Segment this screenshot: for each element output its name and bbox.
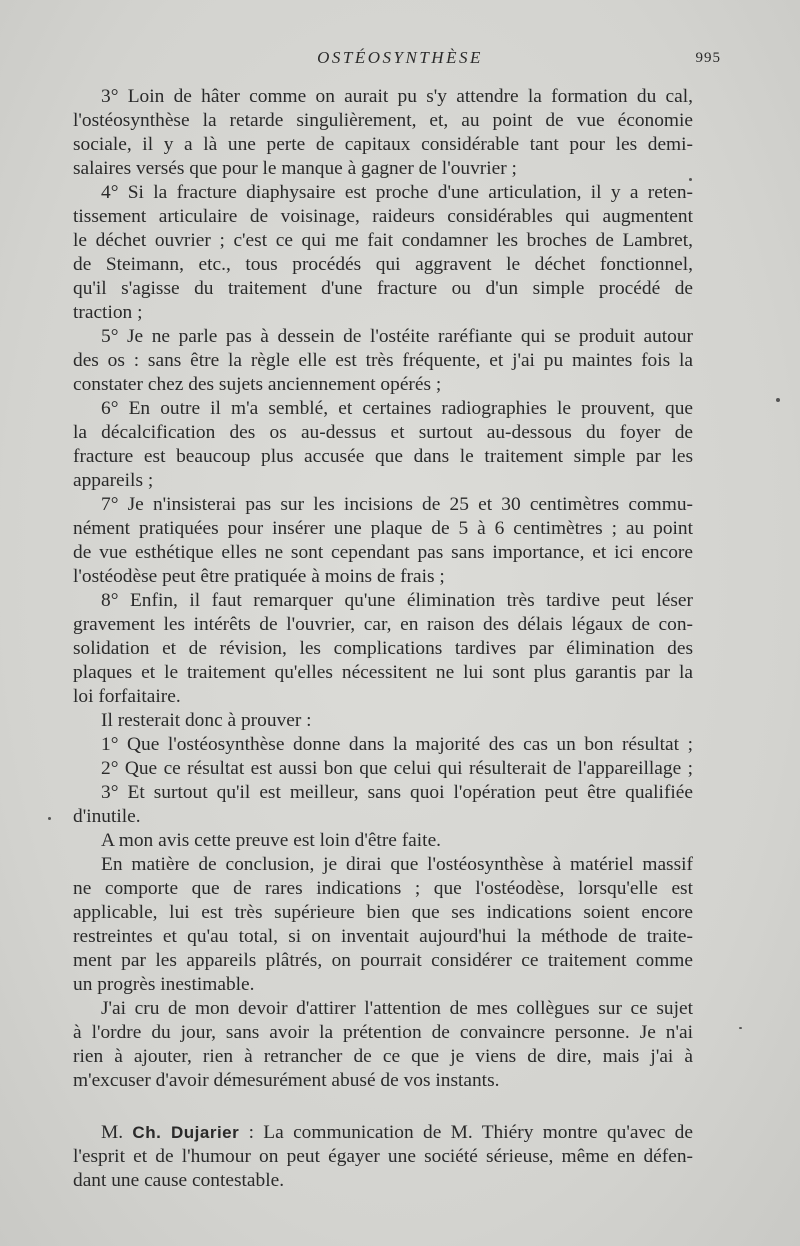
- text-line: ne comporte que de rares indications ; que l'ostéodèse, lorsqu'elle est: [73, 878, 693, 899]
- page-header: [0, 44, 800, 74]
- paragraph-lines: [73, 85, 693, 1093]
- text-line: fracture est beaucoup plus accusée que dans le traitement simple par les: [73, 446, 693, 467]
- discussion-line: l'esprit et de l'humour on peut égayer une société sérieuse, même en défen-: [73, 1146, 693, 1167]
- section-gap: [73, 1093, 693, 1121]
- text-line: J'ai cru de mon devoir d'attirer l'attention de mes collègues sur ce sujet: [101, 998, 693, 1019]
- discussion-line: dant une cause contestable.: [73, 1170, 285, 1191]
- text-line: tissement articulaire de voisinage, raideurs considérables qui augmentent: [73, 206, 693, 227]
- text-line: loi forfaitaire.: [73, 686, 181, 707]
- text-line: l'ostéosynthèse la retarde singulièrement, et, au point de vue économie: [73, 110, 693, 131]
- text-line: l'ostéodèse peut être pratiquée à moins de frais ;: [73, 566, 445, 587]
- running-title: OSTÉOSYNTHÈSE: [317, 48, 483, 67]
- text-line: applicable, lui est très supérieure bien que ses indications soient encore: [73, 902, 693, 923]
- text-line: 2° Que ce résultat est aussi bon que celui qui résulterait de l'appareillage ;: [101, 758, 693, 779]
- print-speck: [739, 1027, 742, 1029]
- text-line: Il resterait donc à prouver :: [101, 710, 312, 731]
- text-line: ment par les appareils plâtrés, on pourrait considérer ce traitement comme: [73, 950, 693, 971]
- text-line: solidation et de révision, les complications tardives par élimination des: [73, 638, 693, 659]
- discussion-first-line-text: : La communication de M. Thiéry montre qu'avec de: [248, 1122, 693, 1143]
- text-line: traction ;: [73, 302, 143, 323]
- text-line: 3° Et surtout qu'il est meilleur, sans quoi l'opération peut être qualifiée: [101, 782, 693, 803]
- text-line: 4° Si la fracture diaphysaire est proche d'une articulation, il y a reten-: [101, 182, 693, 203]
- body-text: [73, 85, 693, 1193]
- text-line: de vue esthétique elles ne sont cependant pas sans importance, et ici encore: [73, 542, 693, 563]
- text-line: rien à ajouter, rien à retrancher de ce que je viens de dire, mais j'ai à: [73, 1046, 693, 1067]
- text-line: En matière de conclusion, je dirai que l'ostéosynthèse à matériel massif: [101, 854, 693, 875]
- text-line: à l'ordre du jour, sans avoir la prétention de convaincre personne. Je n'ai: [73, 1022, 693, 1043]
- text-line: 7° Je n'insisterai pas sur les incisions de 25 et 30 centimètres commu-: [101, 494, 693, 515]
- text-line: nément pratiquées pour insérer une plaque de 5 à 6 centimètres ; au point: [73, 518, 693, 539]
- text-line: de Steimann, etc., tous procédés qui aggravent le déchet fonctionnel,: [73, 254, 693, 275]
- text-line: un progrès inestimable.: [73, 974, 255, 995]
- text-line: le déchet ouvrier ; c'est ce qui me fait condamner les broches de Lambret,: [73, 230, 693, 251]
- print-speck: [689, 178, 692, 181]
- text-line: gravement les intérêts de l'ouvrier, car, en raison des délais légaux de con-: [73, 614, 693, 635]
- text-line: appareils ;: [73, 470, 154, 491]
- text-line: 3° Loin de hâter comme on aurait pu s'y attendre la formation du cal,: [101, 86, 693, 107]
- print-speck: [48, 817, 51, 820]
- page-number: 995: [695, 50, 721, 66]
- text-line: 8° Enfin, il faut remarquer qu'une élimination très tardive peut léser: [101, 590, 693, 611]
- text-line: d'inutile.: [73, 806, 141, 827]
- speaker-name: Ch. Dujarier: [132, 1123, 240, 1142]
- text-line: des os : sans être la règle elle est très fréquente, et j'ai pu maintes fois la: [73, 350, 693, 371]
- text-line: m'excuser d'avoir démesurément abusé de vos instants.: [73, 1070, 500, 1091]
- text-line: sociale, il y a là une perte de capitaux considérable tant pour les demi-: [73, 134, 693, 155]
- text-line: restreintes et qu'au total, si on inventait aujourd'hui la méthode de traite-: [73, 926, 693, 947]
- text-line: 5° Je ne parle pas à dessein de l'ostéite raréfiante qui se produit autour: [101, 326, 693, 347]
- text-line: qu'il s'agisse du traitement d'une fracture ou d'un simple procédé de: [73, 278, 693, 299]
- text-line: constater chez des sujets anciennement opérés ;: [73, 374, 442, 395]
- discussion-first-line: [73, 1121, 693, 1145]
- text-line: 1° Que l'ostéosynthèse donne dans la majorité des cas un bon résultat ;: [101, 734, 693, 755]
- text-line: salaires versés que pour le manque à gagner de l'ouvrier ;: [73, 158, 517, 179]
- text-line: 6° En outre il m'a semblé, et certaines radiographies le prouvent, que: [101, 398, 693, 419]
- text-line: la décalcification des os au-dessus et surtout au-dessous du foyer de: [73, 422, 693, 443]
- text-line: A mon avis cette preuve est loin d'être faite.: [101, 830, 442, 851]
- text-line: plaques et le traitement qu'elles nécessitent ne lui sont plus garantis par la: [73, 662, 693, 683]
- print-speck: [776, 398, 780, 402]
- speaker-prefix: M.: [101, 1122, 124, 1143]
